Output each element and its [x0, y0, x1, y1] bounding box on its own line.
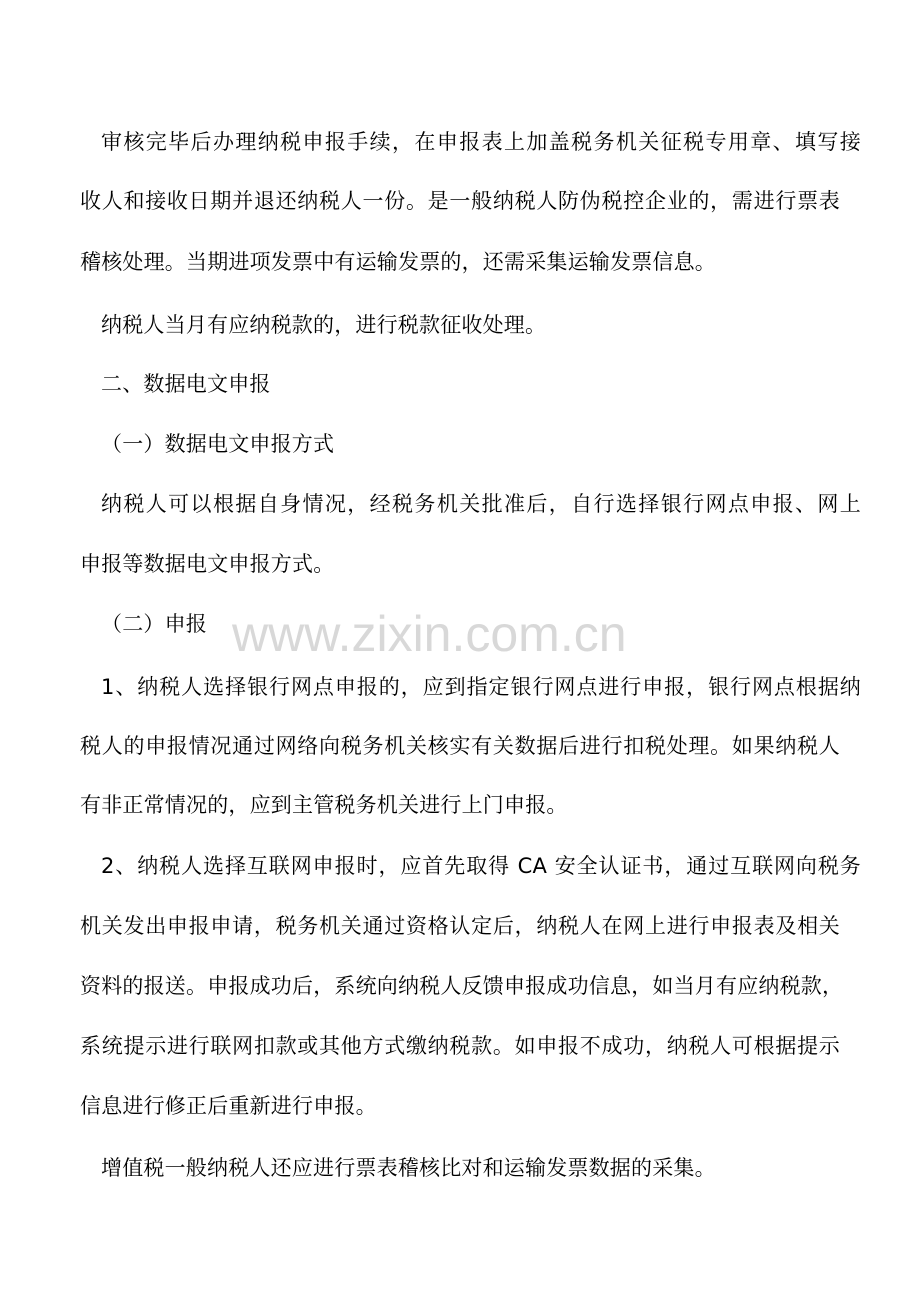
section-heading: 二、数据电文申报 — [101, 372, 271, 396]
subsection-heading: （一）数据电文申报方式 — [101, 432, 335, 456]
subsection-heading: （二）申报 — [101, 612, 207, 636]
paragraph-line: 信息进行修正后重新进行申报。 — [80, 1094, 377, 1118]
paragraph-line: 2、纳税人选择互联网申报时，应首先取得 CA 安全认证书，通过互联网向税务 — [101, 854, 861, 878]
paragraph-line: 税人的申报情况通过网络向税务机关核实有关数据后进行扣税处理。如果纳税人 — [80, 734, 840, 758]
paragraph-line: 有非正常情况的，应到主管税务机关进行上门申报。 — [80, 793, 568, 817]
paragraph-line: 机关发出申报申请，税务机关通过资格认定后，纳税人在网上进行申报表及相关 — [80, 914, 840, 938]
paragraph-line: 申报等数据电文申报方式。 — [80, 552, 335, 576]
watermark: www.zixin.com.cn — [232, 606, 627, 662]
paragraph-line: 系统提示进行联网扣款或其他方式缴纳税款。如申报不成功，纳税人可根据提示 — [80, 1034, 840, 1058]
paragraph-line: 纳税人可以根据自身情况，经税务机关批准后，自行选择银行网点申报、网上 — [101, 492, 861, 516]
paragraph-line: 审核完毕后办理纳税申报手续，在申报表上加盖税务机关征税专用章、填写接 — [101, 130, 861, 154]
paragraph-line: 资料的报送。申报成功后，系统向纳税人反馈申报成功信息，如当月有应纳税款， — [80, 974, 844, 998]
paragraph-line: 纳税人当月有应纳税款的，进行税款征收处理。 — [101, 313, 547, 337]
paragraph-line: 收人和接收日期并退还纳税人一份。是一般纳税人防伪税控企业的，需进行票表 — [80, 189, 840, 213]
paragraph-line: 1、纳税人选择银行网点申报的，应到指定银行网点进行申报，银行网点根据纳 — [101, 675, 861, 699]
paragraph-line: 增值税一般纳税人还应进行票表稽核比对和运输发票数据的采集。 — [101, 1156, 716, 1180]
paragraph-line: 稽核处理。当期进项发票中有运输发票的，还需采集运输发票信息。 — [80, 250, 716, 274]
